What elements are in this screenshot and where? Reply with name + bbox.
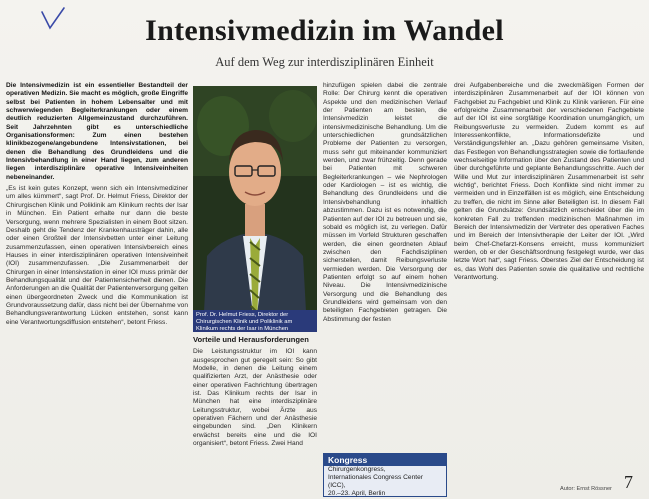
kongress-line: Internationales Congress Center (ICC), <box>328 474 423 489</box>
kongress-line: 20.–23. April, Berlin <box>328 490 386 497</box>
article-body-3: hinzufügen spielen dabei die zentrale Rolle: Der Chirurg kennt die operativen Aspekte und den medizinischen Verlauf der Patienten am besten, die Intensivmedizin leistet die intensivmedizinische Behandlung. Um die unterschiedlichen grundsätzlichen Probleme der Patienten zu versorgen, muss sehr gut miteinander kommuniziert werden, und zwar frühzeitig. Denn gerade bei Patienten mit schweren Begleiterkrankungen – wie Nephrologen oder Kardiologen – ist es wichtig, die Behandlung des Grundleidens und die Intensivbehandlung inhaltlich abzustimmen. Dazu ist es notwendig, die Patienten auf der IOI zu betreuen und sie, sobald es möglich ist, zu verlegen. Dafür müssen im Vorfeld Strukturen geschaffen werden, die einen geordneten Ablauf zwischen den Fachdisziplinen sicherstellen, damit Reibungsverluste vermieden werden. Die Versorgung der Patienten erfolgt so auf einem hohen Niveau. Die Intensivmedizinische Versorgung und die Behandlung des Grundleidens wird gemeinsam von den beteiligten Fachgebieten getragen. Die Abstimmung der festen <box>323 82 447 323</box>
column-middle-lower <box>193 336 317 496</box>
article-subheadline: Auf dem Weg zur interdisziplinären Einheit <box>215 55 434 69</box>
column-right <box>454 82 644 487</box>
column-middle-right <box>323 82 447 382</box>
article-headline: Intensivmedizin im Wandel <box>145 14 504 47</box>
article-body-4: drei Aufgabenbereiche und die zweckmäßigen Formen der interdisziplinären Zusammenarbeit auf der IOI können von Fachgebiet zu Fachgebiet und Klinik zu Klinik variieren. Für eine erfolgreiche Zusammenarbeit der verschiedenen Fachgebiete auf der IOI ist eine sorgfältige Koordination unumgänglich, um Reibungsverluste zu vermeiden. Zudem kommt es auf Interessenkonflikte, Informationsdefizite und Verständigungsfehler an. „Dazu gehören gemeinsame Visiten, das Festlegen von Behandlungsstrategien sowie die fortlaufende wechselseitige Information über den Zustand des Patienten und über durchgeführte und geplante Behandlungsschritte. Auch der Wille und Mut zur interdisziplinären Zusammenarbeit ist sehr wichtig“, berichtet Friess. Doch Konflikte sind nicht immer zu vermeiden und in Einzelfällen ist es möglich, eine Entscheidung zu treffen, die nicht im Sinne aller Beteiligten ist. In diesem Fall gelten die Grundsätze: Grundsätzlich entscheidet über die im konkreten Fall zu treffenden medizinischen Maßnahmen im Bereich der Intensivmedizin der Vertreter des operativen Faches und im Bereich der Intensivtherapie der Leiter der IOI. „Wird beim Chef-Chefarzt-Konsens erreicht, muss kommuniziert werden, ob er der Geschäftsordnung festgelegt wurde, wer das letzte Wort hat“, sagt Friess. Oberstes Ziel der Entscheidung ist es, das Wohl des Patienten sowie die qualitative und rechtliche Verantwortung. <box>454 82 644 281</box>
kongress-title: Kongress <box>324 454 446 466</box>
column-left <box>6 82 188 492</box>
section-heading: Vorteile und Herausforderungen <box>193 336 309 344</box>
article-body-2: Die Leistungsstruktur im IOI kann ausgesprochen gut geregelt sein: So gibt Modelle, in denen die Leitung einem qualifizierten Arzt, der Anästhesie oder einer operativen Fachrichtung übertragen ist. Das Klinikum rechts der Isar in München hat eine interdisziplinäre Leitungsstruktur, wobei Ärzte aus operativen Fächern und der Anästhesie eingebunden sind. „Den Klinikern erwächst bereits eine und die IOI organisiert“, betont Friess. Zwei Hand <box>193 348 317 448</box>
article-intro: Die Intensivmedizin ist ein essentieller Bestandteil der operativen Medizin. Sie macht es möglich, große Eingriffe selbst bei Patienten in hohem Lebensalter und mit schwerwiegenden Begleiterkrankungen oder einem deutlich reduzierten Allgemeinzustand durchzuführen. Seit Jahrzehnten gibt es unterschiedliche Organisationsformen: Zum einen bestehen klinikbezogene/angebundene Intensivstationen, bei denen die Behandlung des Grundleidens und die Intensivbehandlung in einer Hand liegen, zum anderen liegen interdisziplinäre operative Intensiveinheiten nebeneinander. <box>6 82 188 181</box>
author-credit: Autor: Ernst Rössner <box>560 486 612 492</box>
portrait-photo <box>193 86 317 330</box>
portrait-illustration <box>193 86 317 330</box>
article-body-1: „Es ist kein gutes Konzept, wenn sich ein Intensivmediziner um alles kümmert“, sagt Prof. Dr. Helmut Friess, Direktor der Chirurgischen Klinik und Poliklinik am Klinikum rechts der Isar in München. Ein Patient erhalte nur dann die beste Versorgung, wenn mehrere Spezialisten in einem Boot sitzen. Deshalb geht die Tendenz der Krankenhausträger dahin, alle oder einen Großteil der Intensivbetten unter einer Leitung zusammenzufassen, einen operativen Intensivbereich eines Hauses in einer interdisziplinären operativen Intensiveinheit (IOI) zusammenzufassen. „Die Zusammenarbeit der Chirurgen in einer Intensivstation in einer IOI muss primär der Behandlungsqualität und der Patientensicherheit dienen. Die Anforderungen an die Qualität der Patientenversorgung gelten einen übergeordneten Zweck und die Kommunikation ist Grundvoraussetzung dafür, dass nicht bei der Übernahme von Behandlungsverantwortung Lücken entstehen, sonst kann eine Verantwortungsdiffusion entstehen“, betont Friess. <box>6 185 188 326</box>
photo-caption: Prof. Dr. Helmut Friess, Direktor der Chirurgischen Klinik und Poliklinik am Klinikum rechts der Isar in München <box>193 310 317 332</box>
page-number <box>622 470 640 492</box>
kongress-line: Chirurgenkongress, <box>328 466 386 473</box>
page-number-text: 7 <box>624 472 633 492</box>
kongress-box <box>323 453 447 497</box>
